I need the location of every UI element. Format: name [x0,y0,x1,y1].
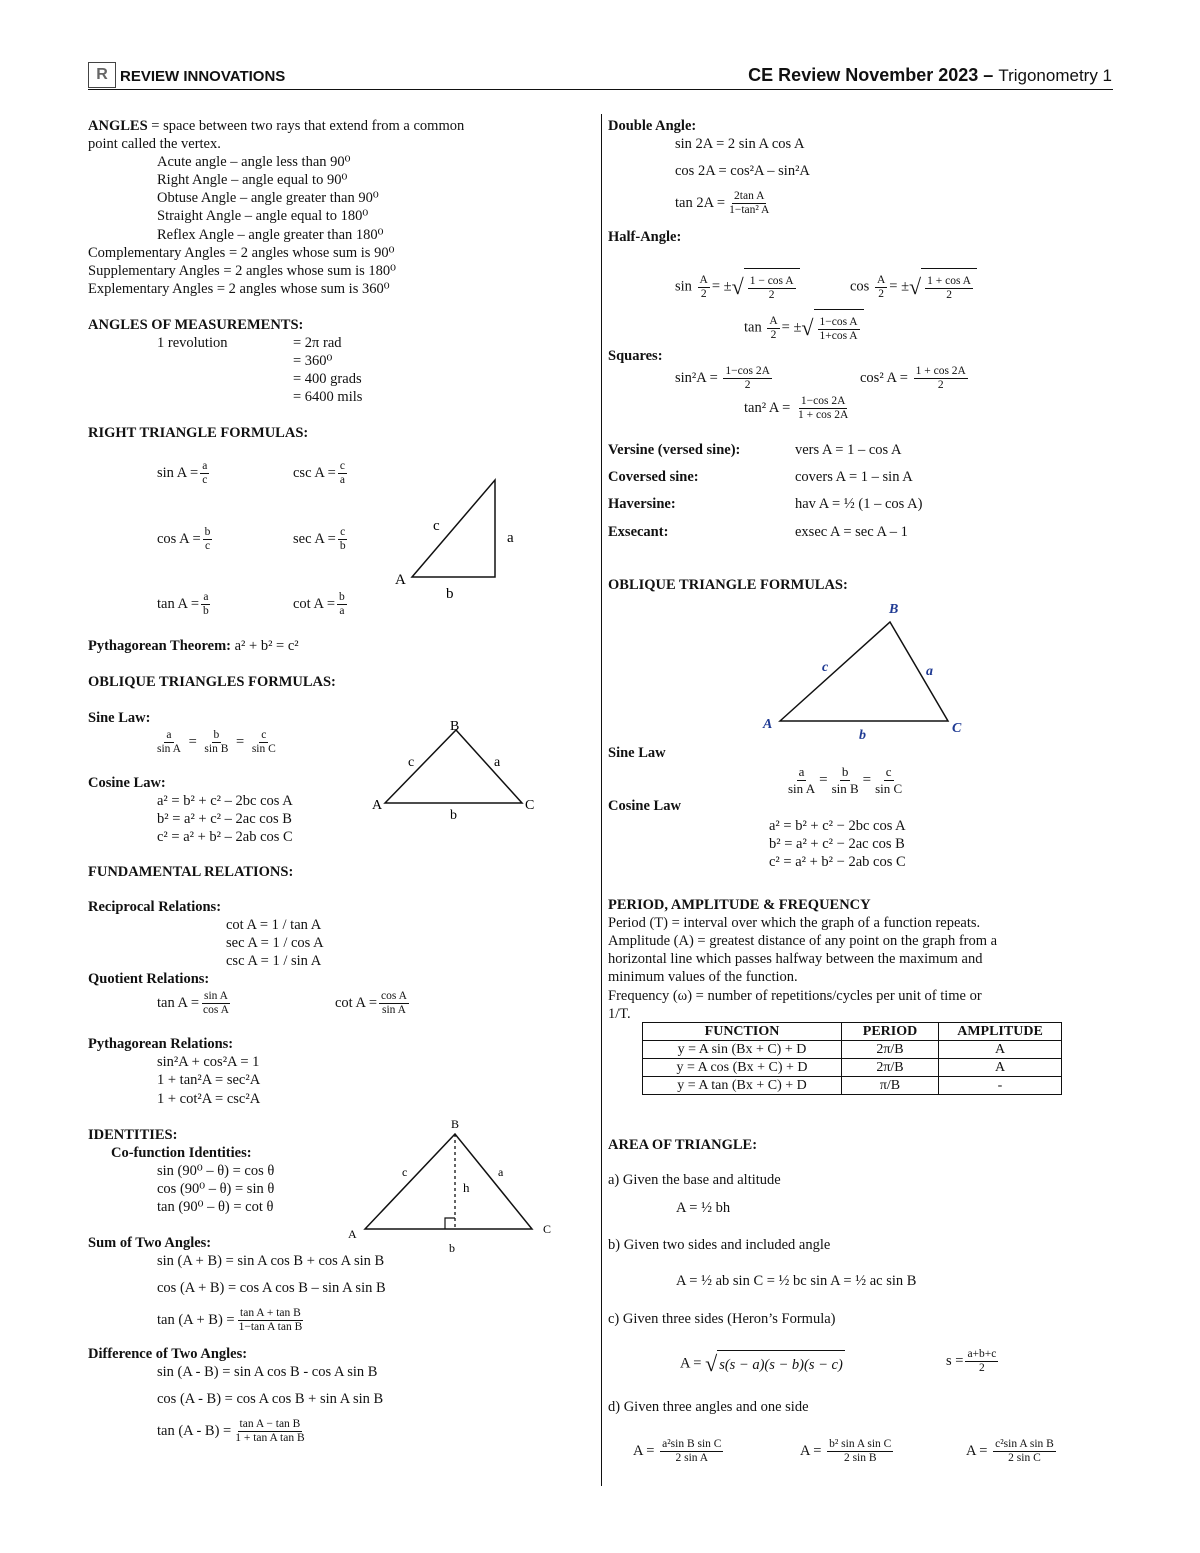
half-angle-sin: sin $\frac{A}{2}$ = ± √ $\frac{\text{1 − cos A}}{2}$ [675,268,800,306]
side-label-a: a [498,1165,504,1179]
cofunction-formula: sin (90⁰ – θ) = cos θ [157,1163,275,1179]
side-label-c: c [433,518,440,534]
side-label-c: c [822,660,829,675]
table-cell: A [939,1059,1062,1077]
pythagorean-relation: sin²A + cos²A = 1 [157,1054,260,1070]
section-title: ANGLES OF MEASUREMENTS: [88,317,304,333]
double-angle-sin: sin 2A = 2 sin A cos A [675,136,805,152]
reciprocal-label: Reciprocal Relations: [88,899,222,915]
section-title: AREA OF TRIANGLE: [608,1137,758,1153]
coversed-formula: covers A = 1 – sin A [795,469,913,485]
cosine-law-label: Cosine Law: [88,775,166,791]
header-rule [88,89,1113,90]
half-angle-tan: tan $\frac{A}{2}$ = ± √ $\frac{\text{1−cos A}}{\text{1+cos A}}$ [744,309,864,347]
reciprocal-formula: cot A = 1 / tan A [226,917,322,933]
table-header: PERIOD [842,1023,939,1041]
period-line: 1/T. [608,1006,631,1022]
cosine-formula: a² = b² + c² – 2bc cos A [157,793,293,809]
double-angle-cos: cos 2A = cos²A – sin²A [675,163,810,179]
altitude-label-h: h [463,1180,470,1195]
cosine-formula: c² = a² + b² – 2ab cos C [157,829,293,845]
pythagorean-theorem: Pythagorean Theorem: a² + b² = c² [88,638,299,654]
formula-sec: sec A = $\frac{c}{b}$ [293,526,346,553]
double-angle-tan: tan 2A = $\frac{\text{2tan A}}{\text{1−tan² A}}$ [675,190,770,217]
section-title: Half-Angle: [608,229,682,245]
side-label-c: c [402,1165,408,1179]
cosine-formula: c² = a² + b² − 2ab cos C [769,854,906,870]
difference-formula: sin (A - B) = sin A cos B - cos A sin B [157,1364,378,1380]
pythagorean-relation: 1 + tan²A = sec²A [157,1072,261,1088]
table-row [643,1041,1062,1059]
section-title: Squares: [608,348,663,364]
cosine-formula: a² = b² + c² − 2bc cos A [769,818,906,834]
section-title: PERIOD, AMPLITUDE & FREQUENCY [608,897,871,913]
formula-sin: sin A = $\frac{a}{c}$ [157,460,208,487]
cofunction-formula: tan (90⁰ – θ) = cot θ [157,1199,274,1215]
side-label-b: b [859,728,866,743]
vertex-label-B: B [451,1117,460,1131]
header-dash: – [978,65,999,85]
formula-cos: cos A = $\frac{b}{c}$ [157,526,211,553]
vertex-label-A: A [763,717,773,732]
versine-formula: vers A = 1 – cos A [795,442,902,458]
table-cell: y = A tan (Bx + C) + D [643,1077,842,1095]
reciprocal-formula: sec A = 1 / cos A [226,935,324,951]
exsecant-label: Exsecant: [608,524,669,540]
quotient-label: Quotient Relations: [88,971,210,987]
side-label-a: a [507,530,514,546]
area-formula: A = ½ ab sin C = ½ bc sin A = ½ ac sin B [676,1273,917,1289]
table-row [643,1077,1062,1095]
haversine-label: Haversine: [608,496,676,512]
side-label-a: a [494,755,501,770]
sine-law-label: Sine Law: [88,710,151,726]
side-label-a: a [926,664,933,679]
difference-tan-formula: tan (A - B) = $\frac{\text{tan A − tan B}}{\text{1 + tan A tan B}}$ [157,1418,305,1445]
squares-cos: cos² A = $\frac{1 + \cos 2A}{2}$ [860,365,966,392]
section-title: OBLIQUE TRIANGLES FORMULAS: [88,674,336,690]
vertex-label-A: A [395,572,406,588]
sine-law-formula: $\frac{a}{\text{sin A}}$ = $\frac{b}{\text{sin B}}$ = $\frac{c}{\text{sin C}}$ [788,764,903,797]
period-line: horizontal line which passes halfway between the maximum and [608,951,983,967]
header-right [748,66,1112,85]
angle-type: Right Angle – angle equal to 90⁰ [157,172,348,188]
difference-label: Difference of Two Angles: [88,1346,248,1362]
measurement-value: = 360⁰ [293,353,333,369]
sum-formula: sin (A + B) = sin A cos B + cos A sin B [157,1253,385,1269]
area-case-label: a) Given the base and altitude [608,1172,781,1188]
angle-type: Reflex Angle – angle greater than 180⁰ [157,227,384,243]
period-line: minimum values of the function. [608,969,798,985]
side-label-b: b [446,586,454,602]
section-title: RIGHT TRIANGLE FORMULAS: [88,425,309,441]
cofunction-formula: cos (90⁰ – θ) = sin θ [157,1181,275,1197]
vertex-label-C: C [543,1222,552,1236]
area-formula-angles: A = $\frac{\text{c²sin A sin B}}{\text{2 sin C}}$ [966,1438,1054,1465]
pythagorean-relation: 1 + cot²A = csc²A [157,1091,261,1107]
quotient-cot: cot A = $\frac{\text{cos A}}{\text{sin A}}$ [335,990,407,1017]
versine-label: Versine (versed sine): [608,442,741,458]
difference-formula: cos (A - B) = cos A cos B + sin A sin B [157,1391,384,1407]
pythagorean-relations-label: Pythagorean Relations: [88,1036,234,1052]
vertex-label-C: C [952,721,962,736]
sum-label: Sum of Two Angles: [88,1235,212,1251]
right-triangle-diagram [385,470,525,605]
angle-type: Acute angle – angle less than 90⁰ [157,154,351,170]
table-cell: A [939,1041,1062,1059]
measurement-value: = 2π rad [293,335,342,351]
topic-title: Trigonometry 1 [998,66,1112,85]
sum-tan-formula: tan (A + B) = $\frac{\text{tan A + tan B}}{\text{1−tan A tan B}}$ [157,1307,303,1334]
area-formula: A = ½ bh [676,1200,731,1216]
column-divider [601,114,602,1486]
vertex-label-B: B [450,719,460,734]
side-label-c: c [408,755,415,770]
sum-formula: cos (A + B) = cos A cos B – sin A sin B [157,1280,386,1296]
sine-law-label: Sine Law [608,745,666,761]
oblique-triangle-diagram-left [370,718,545,828]
brand-name: REVIEW INNOVATIONS [120,68,286,85]
altitude-triangle-diagram [340,1114,560,1259]
vertex-label-A: A [372,798,383,813]
table-header: FUNCTION [643,1023,842,1041]
section-title: FUNDAMENTAL RELATIONS: [88,864,294,880]
table-cell: π/B [842,1077,939,1095]
angles-def-1: = space between two rays that extend from a common [147,118,465,134]
area-case-label: c) Given three sides (Heron’s Formula) [608,1311,836,1327]
table-cell: - [939,1077,1062,1095]
vertex-label-B: B [889,602,899,617]
table-cell: y = A cos (Bx + C) + D [643,1059,842,1077]
angles-definition [88,117,464,135]
side-label-b: b [450,808,457,823]
area-formula-angles: A = $\frac{\text{b² sin A sin C}}{\text{2 sin B}}$ [800,1438,892,1465]
area-case-label: d) Given three angles and one side [608,1399,809,1415]
period-line: Frequency (ω) = number of repetitions/cycles per unit of time or [608,988,982,1004]
table-cell: y = A sin (Bx + C) + D [643,1041,842,1059]
section-title: Double Angle: [608,118,697,134]
formula-tan: tan A = $\frac{a}{b}$ [157,591,209,618]
angle-pair: Explementary Angles = 2 angles whose sum is 360⁰ [88,281,390,297]
angles-term: ANGLES [88,118,148,134]
period-line: Amplitude (A) = greatest distance of any point on the graph from a [608,933,998,949]
squares-sin: sin²A = $\frac{1-\cos 2A}{2}$ [675,365,770,392]
heron-formula: A = √ s(s − a)(s − b)(s − c) [680,1351,843,1376]
measurement-value: = 400 grads [293,371,362,387]
table-row [643,1059,1062,1077]
formula-cot: cot A = $\frac{b}{a}$ [293,591,345,618]
quotient-tan: tan A = $\frac{\text{sin A}}{\text{cos A}}$ [157,990,229,1017]
table-cell: 2π/B [842,1041,939,1059]
cosine-formula: b² = a² + c² – 2ac cos B [157,811,292,827]
vertex-label-A: A [348,1227,357,1241]
angle-type: Obtuse Angle – angle greater than 90⁰ [157,190,379,206]
table-header-row [643,1023,1062,1041]
course-title: CE Review November 2023 [748,65,979,85]
haversine-formula: hav A = ½ (1 – cos A) [795,496,923,512]
angle-pair: Complementary Angles = 2 angles whose sum is 90⁰ [88,245,395,261]
area-case-label: b) Given two sides and included angle [608,1237,831,1253]
sine-law-formula: $\frac{a}{\text{sin A}}$ = $\frac{b}{\text{sin B}}$ = $\frac{c}{\text{sin C}}$ [157,729,276,756]
angles-def-2: point called the vertex. [88,136,221,152]
side-label-b: b [449,1241,455,1255]
half-angle-cos: cos $\frac{A}{2}$ = ± √ $\frac{\text{1 + cos A}}{2}$ [850,268,977,306]
section-title: IDENTITIES: [88,1127,178,1143]
semi-perimeter-formula: s = $\frac{a+b+c}{2}$ [946,1348,997,1375]
reciprocal-formula: csc A = 1 / sin A [226,953,322,969]
exsecant-formula: exsec A = sec A – 1 [795,524,908,540]
squares-tan: tan² A = $\frac{1-\cos 2A}{1 + \cos 2A}$ [744,395,849,422]
measurement-value: = 6400 mils [293,389,363,405]
vertex-label-C: C [525,798,535,813]
area-formula-angles: A = $\frac{\text{a²sin B sin C}}{\text{2 sin A}}$ [633,1438,722,1465]
angle-pair: Supplementary Angles = 2 angles whose sum is 180⁰ [88,263,396,279]
revolution-label: 1 revolution [157,335,228,351]
formula-csc: csc A = $\frac{c}{a}$ [293,460,345,487]
period-line: Period (T) = interval over which the graph of a function repeats. [608,915,981,931]
cosine-formula: b² = a² + c² − 2ac cos B [769,836,905,852]
table-header: AMPLITUDE [939,1023,1062,1041]
section-title: OBLIQUE TRIANGLE FORMULAS: [608,577,848,593]
coversed-label: Coversed sine: [608,469,699,485]
cosine-law-label: Cosine Law [608,798,681,814]
logo-icon: R [88,62,116,88]
angle-type: Straight Angle – angle equal to 180⁰ [157,208,369,224]
function-table [642,1022,1062,1095]
oblique-triangle-diagram-right [750,595,980,745]
cofunction-label: Co-function Identities: [111,1145,252,1161]
table-cell: 2π/B [842,1059,939,1077]
